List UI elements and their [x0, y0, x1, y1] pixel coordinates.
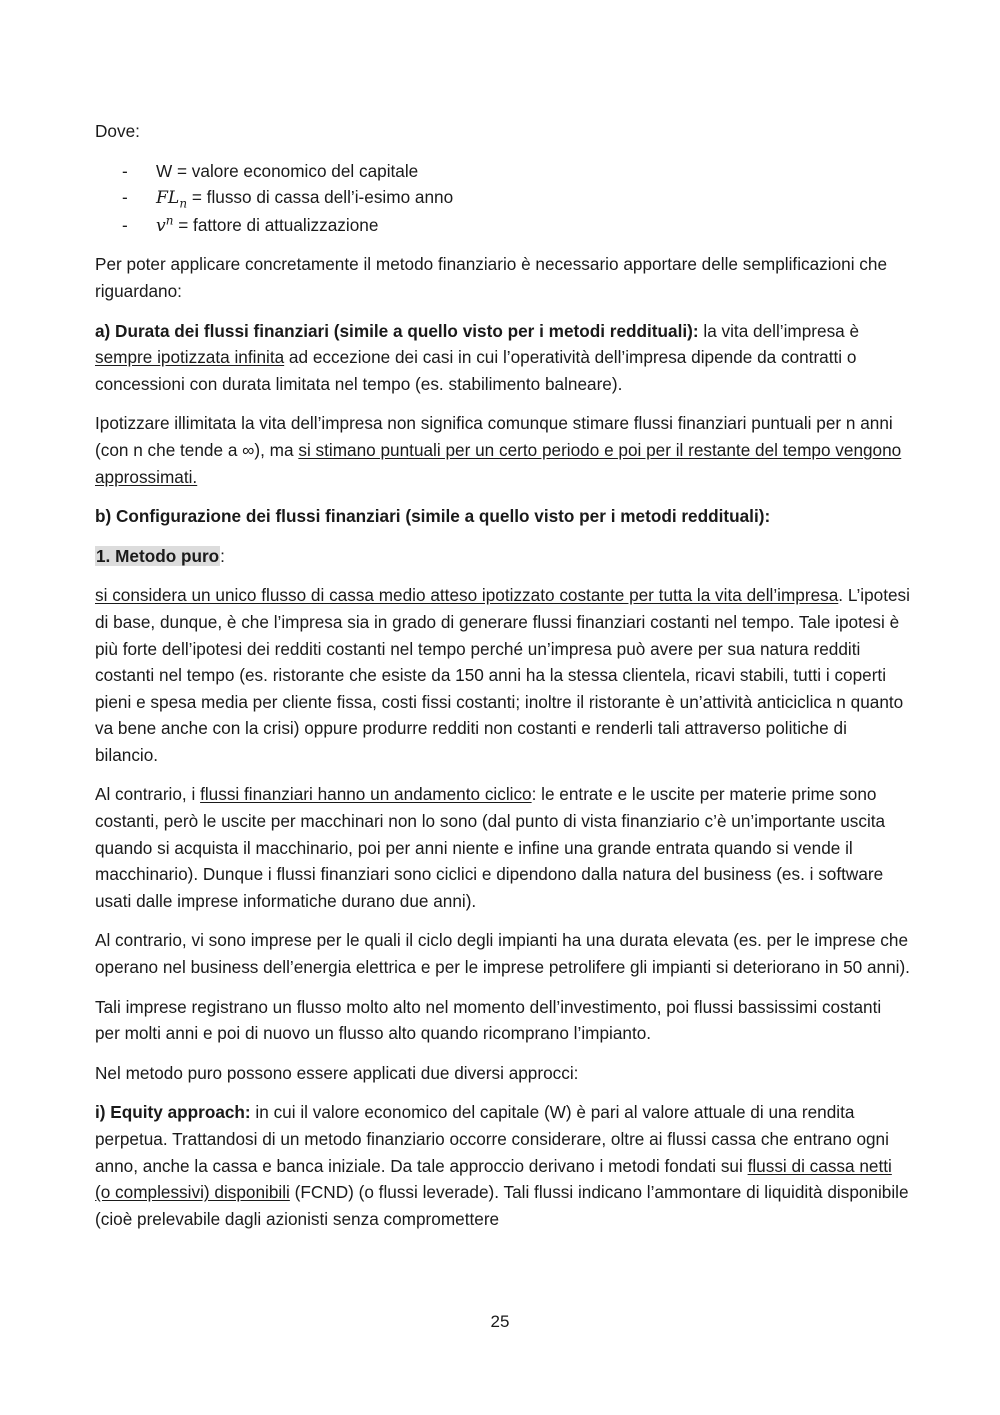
- body-text: : le entrate e le uscite per materie prime sono costanti, però le uscite per macchinari non lo sono (dal punto di vista finanziario c’è un’importante uscita quando si acquista il macchinario, poi per anni niente e infine una grande entrata quando si vende il macchinario). Dunque i flussi finanziari sono ciclici e dipendono dalla natura del business (es. i software usati dalle imprese informatiche durano due anni).: [95, 784, 886, 911]
- paragraph-metodo-puro: [95, 582, 910, 768]
- heading-colon: :: [220, 545, 225, 566]
- underlined-text: flussi di cassa netti (o complessivi) disponibili: [95, 1155, 892, 1203]
- definition-item: [95, 184, 910, 212]
- paragraph-ipotizzare: [95, 410, 910, 490]
- body-text: in cui il valore economico del capitale (W) è pari al valore attuale di una rendita perpetua. Trattandosi di un metodo finanziario occorre considerare, oltre ai flussi cassa che entrano ogni anno, anche la cassa e banca iniziale. Da tale approccio derivano i metodi fondati sui: [95, 1102, 889, 1176]
- body-text: ad eccezione dei casi in cui l’operatività dell’impresa dipende da contratti o concessioni con durata limitata nel tempo (es. stabilimento balneare).: [95, 347, 857, 394]
- math-symbol: [156, 188, 188, 211]
- underlined-text: flussi finanziari hanno un andamento ciclico: [200, 784, 532, 805]
- list-dash: -: [122, 214, 128, 235]
- intro-text: Dove:: [95, 121, 140, 141]
- body-text: Al contrario, i: [95, 784, 201, 805]
- paragraph-impianti: Al contrario, vi sono imprese per le quali il ciclo degli impianti ha una durata elevata (es. per le imprese che operano nel business dell’energia elettrica e per le imprese petrolifere gli impianti si deteriorano in 50 anni).: [95, 930, 910, 978]
- section-b-heading-text: b) Configurazione dei flussi finanziari (simile a quello visto per i metodi reddituali):: [95, 506, 771, 527]
- definition-text: = fattore di attualizzazione: [173, 214, 379, 235]
- definition-plain: W = valore economico del capitale: [156, 160, 419, 181]
- document-page: [95, 118, 910, 1245]
- paragraph-simplifications: Per poter applicare concretamente il metodo finanziario è necessario apportare delle semplificazioni che riguardano:: [95, 254, 888, 301]
- paragraph-approcci: Nel metodo puro possono essere applicati due diversi approcci:: [95, 1062, 579, 1083]
- body-text: Ipotizzare illimitata la vita dell’impresa non significa comunque stimare flussi finanziari puntuali per n anni (con n che tende a ∞), ma: [95, 413, 893, 460]
- section-a-heading: a) Durata dei flussi finanziari (simile a quello visto per i metodi reddituali):: [95, 320, 699, 341]
- page-number: 25: [490, 1312, 510, 1331]
- paragraph-ciclico: [95, 781, 910, 914]
- underlined-text: si considera un unico flusso di cassa medio atteso ipotizzato costante per tutta la vita dell’impresa: [95, 585, 839, 606]
- math-symbol-base: v: [156, 215, 166, 236]
- math-superscript: n: [165, 213, 174, 228]
- list-dash: -: [122, 187, 128, 208]
- section-b-heading: [95, 503, 910, 530]
- paragraph-durata: [95, 318, 910, 398]
- definition-text: = flusso di cassa dell’i-esimo anno: [187, 187, 454, 208]
- body-text: la vita dell’impresa è: [698, 320, 860, 341]
- paragraph-equity: [95, 1099, 910, 1232]
- math-subscript: n: [179, 196, 188, 211]
- subsection-heading: [95, 543, 910, 570]
- definition-item: [95, 158, 910, 185]
- math-symbol: [156, 213, 174, 236]
- list-dash: -: [122, 160, 128, 181]
- equity-approach-heading: i) Equity approach:: [95, 1102, 251, 1123]
- highlighted-heading: 1. Metodo puro: [96, 545, 220, 566]
- definition-item: [95, 212, 910, 240]
- body-text: (FCND) (o flussi leverade). Tali flussi indicano l’ammontare di liquidità disponibile (cioè prelevabile dagli azionisti senza compromettere: [95, 1182, 909, 1229]
- underlined-text: sempre ipotizzata infinita: [95, 347, 285, 368]
- definitions-list: [95, 158, 910, 240]
- underlined-text: si stimano puntuali per un certo periodo e poi per il restante del tempo vengono approssimati.: [95, 439, 902, 487]
- math-symbol-base: FL: [156, 188, 180, 209]
- body-text: . L’ipotesi di base, dunque, è che l’impresa sia in grado di generare flussi finanziari costanti nel tempo. Tale ipotesi è più forte dell’ipotesi dei redditi costanti nel tempo perché un’impresa può avere per sua natura redditi costanti nel tempo (es. ristorante che esiste da 150 anni ha la stessa clientela, ricavi stabili, tutti i coperti pieni e spesa media per cliente fissa, costi fissi costanti; inoltre il ristorante è un’attività anticiclica n quanto va bene anche con la crisi) oppure produrre redditi non costanti e renderli tali attraverso politiche di bilancio.: [95, 585, 910, 765]
- paragraph-flussi: Tali imprese registrano un flusso molto alto nel momento dell’investimento, poi flussi bassissimi costanti per molti anni e poi di nuovo un flusso alto quando ricomprano l’impianto.: [95, 996, 882, 1044]
